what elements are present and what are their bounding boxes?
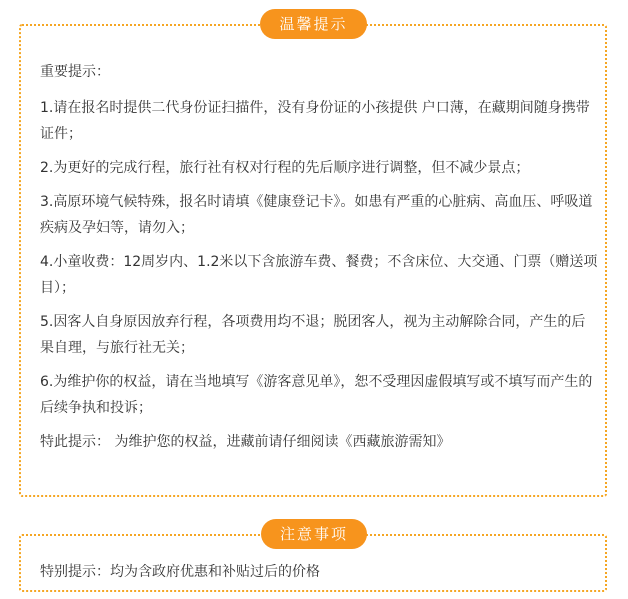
tip-item-6: 6.为维护你的权益，请在当地填写《游客意见单》，恕不受理因虚假填写或不填写而产生的后续争执和投诉；: [40, 374, 593, 416]
notice-title-badge: 注意事项: [261, 519, 367, 549]
tips-title-badge: 温馨提示: [260, 9, 367, 39]
tip-item-4: 4.小童收费：12周岁内、1.2米以下含旅游车费、餐费；不含床位、大交通、门票（赠送项目）；: [40, 254, 598, 296]
notice-content: [40, 559, 598, 585]
tips-note: 特此提示： 为维护您的权益，进藏前请仔细阅读《西藏旅游需知》: [40, 434, 451, 450]
tip-item-3: 3.高原环境气候特殊，报名时请填《健康登记卡》。如患有严重的心脏病、高血压、呼吸道疾病及孕妇等，请勿入；: [40, 194, 593, 236]
tip-item-2: 2.为更好的完成行程，旅行社有权对行程的先后顺序进行调整，但不减少景点；: [40, 160, 530, 176]
tips-heading: 重要提示：: [40, 64, 110, 80]
tips-content: [40, 59, 598, 455]
tip-item-1: 1.请在报名时提供二代身份证扫描件，没有身份证的小孩提供 户口薄，在藏期间随身携带证件；: [40, 100, 590, 142]
tip-item-5: 5.因客人自身原因放弃行程，各项费用均不退；脱团客人，视为主动解除合同，产生的后果自理，与旅行社无关；: [40, 314, 586, 356]
notice-text: 特别提示：均为含政府优惠和补贴过后的价格: [40, 564, 320, 580]
